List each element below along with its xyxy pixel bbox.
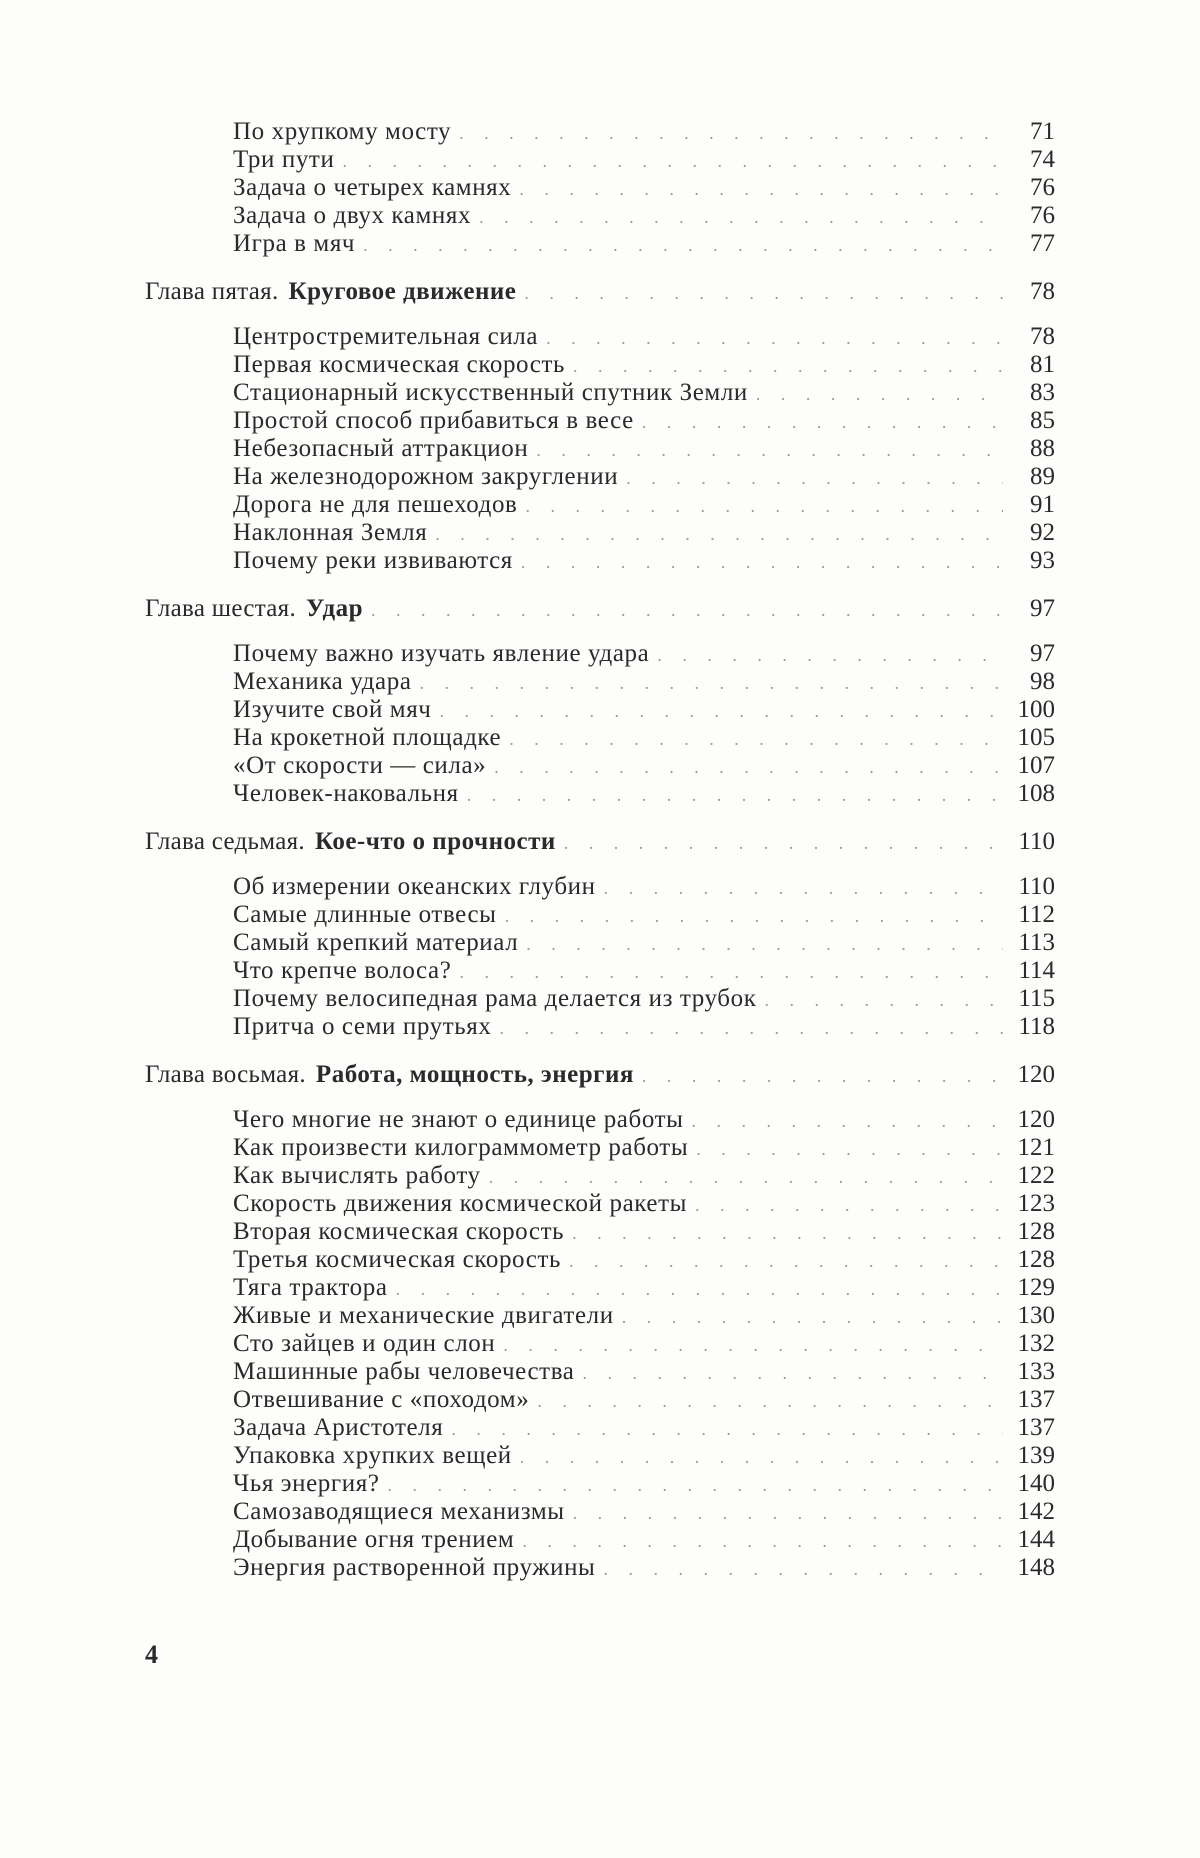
dot-leader <box>459 124 1003 146</box>
dot-leader <box>582 1364 1003 1386</box>
toc-entry <box>145 1302 1055 1330</box>
toc-entry-title: Тяга трактора <box>233 1274 388 1301</box>
toc-entry <box>145 1134 1055 1162</box>
toc-entry-title: Небезопасный аттракцион <box>233 435 529 462</box>
dot-leader <box>524 284 1003 306</box>
toc-entry-title: Дорога не для пешеходов <box>233 491 518 518</box>
toc-entry <box>145 1274 1055 1302</box>
toc-entry-title: Почему реки извиваются <box>233 547 513 574</box>
toc-entry <box>145 547 1055 575</box>
toc-entry-title: Вторая космическая скорость <box>233 1218 565 1245</box>
toc-entry-page: 77 <box>1030 230 1055 257</box>
toc-entry-page: 105 <box>1017 724 1055 751</box>
dot-leader <box>569 1252 1003 1274</box>
dot-leader <box>573 1504 1003 1526</box>
toc-entry <box>145 1246 1055 1274</box>
toc-entry <box>145 1162 1055 1190</box>
toc-entry-title: Как вычислять работу <box>233 1162 481 1189</box>
dot-leader <box>572 1224 1003 1246</box>
toc-entry <box>145 463 1055 491</box>
toc-entry-page: 91 <box>1030 491 1055 518</box>
toc-entry-page: 114 <box>1018 957 1055 984</box>
toc-entry <box>145 519 1055 547</box>
toc-entry-page: 112 <box>1018 901 1055 928</box>
toc-entry-title: Чья энергия? <box>233 1470 380 1497</box>
toc-entry-page: 71 <box>1030 118 1055 145</box>
chapter-prefix: Глава пятая. <box>145 278 279 305</box>
dot-leader <box>435 525 1003 547</box>
toc-chapter-heading <box>145 828 1055 856</box>
toc-entry <box>145 1358 1055 1386</box>
toc-entry-page: 144 <box>1017 1526 1055 1553</box>
toc-entry-page: 107 <box>1017 752 1055 779</box>
toc-entry-title: Изучите свой мяч <box>233 696 432 723</box>
dot-leader <box>519 180 1003 202</box>
toc-entry-title: Человек-наковальня <box>233 780 459 807</box>
toc-entry-page: 92 <box>1030 519 1055 546</box>
dot-leader <box>505 907 1003 929</box>
dot-leader <box>388 1476 1003 1498</box>
dot-leader <box>396 1280 1003 1302</box>
dot-leader <box>520 1448 1003 1470</box>
dot-leader <box>537 1392 1003 1414</box>
chapter-title: Кое-что о прочности <box>314 828 556 855</box>
dot-leader <box>509 730 1003 752</box>
toc-entry-title: Простой способ прибавиться в весе <box>233 407 634 434</box>
toc-entry-page: 139 <box>1017 1442 1055 1469</box>
dot-leader <box>526 935 1003 957</box>
toc-entry <box>145 1498 1055 1526</box>
dot-leader <box>642 1067 1003 1089</box>
toc-entry-page: 93 <box>1030 547 1055 574</box>
toc-entry <box>145 901 1055 929</box>
toc-entry-page: 132 <box>1017 1330 1055 1357</box>
toc-entry-title: Механика удара <box>233 668 412 695</box>
toc-entry-page: 98 <box>1030 668 1055 695</box>
chapter-prefix: Глава шестая. <box>145 595 297 622</box>
dot-leader <box>626 469 1003 491</box>
chapter-page: 78 <box>1030 278 1055 305</box>
dot-leader <box>479 208 1003 230</box>
toc-entry <box>145 668 1055 696</box>
chapter-page: 120 <box>1017 1061 1055 1088</box>
toc-entry <box>145 696 1055 724</box>
dot-leader <box>371 601 1003 623</box>
toc-entry-title: Центростремительная сила <box>233 323 539 350</box>
dot-leader <box>439 702 1003 724</box>
toc-entry-page: 118 <box>1018 1013 1055 1040</box>
toc-entry <box>145 985 1055 1013</box>
toc-chapter-heading <box>145 595 1055 623</box>
toc-entry-title: Наклонная Земля <box>233 519 428 546</box>
toc-entry-page: 113 <box>1018 929 1055 956</box>
chapter-title: Работа, мощность, энергия <box>315 1061 634 1088</box>
dot-leader <box>657 646 1003 668</box>
toc-entry <box>145 351 1055 379</box>
toc-entry <box>145 1190 1055 1218</box>
dot-leader <box>756 385 1003 407</box>
toc-entry <box>145 146 1055 174</box>
toc-entry-title: Сто зайцев и один слон <box>233 1330 496 1357</box>
chapter-prefix: Глава восьмая. <box>145 1061 306 1088</box>
toc-entry-page: 121 <box>1017 1134 1055 1161</box>
toc-entry <box>145 1470 1055 1498</box>
toc-entry-page: 74 <box>1030 146 1055 173</box>
toc-entry-title: Притча о семи прутьях <box>233 1013 492 1040</box>
toc-entry <box>145 407 1055 435</box>
dot-leader <box>642 413 1003 435</box>
toc-entry-title: Отвешивание с «походом» <box>233 1386 530 1413</box>
toc-entry-title: Самозаводящиеся механизмы <box>233 1498 565 1525</box>
dot-leader <box>696 1140 1003 1162</box>
toc-entry <box>145 379 1055 407</box>
toc-entry-title: Самые длинные отвесы <box>233 901 497 928</box>
toc-entry-title: На крокетной площадке <box>233 724 502 751</box>
table-of-contents <box>145 118 1055 1582</box>
toc-entry-title: Машинные рабы человечества <box>233 1358 575 1385</box>
toc-entry-title: Задача о двух камнях <box>233 202 472 229</box>
dot-leader <box>499 1019 1003 1041</box>
dot-leader <box>363 236 1003 258</box>
toc-entry-title: Энергия растворенной пружины <box>233 1554 596 1581</box>
toc-entry-page: 81 <box>1030 351 1055 378</box>
toc-entry-page: 89 <box>1030 463 1055 490</box>
toc-entry-title: Что крепче волоса? <box>233 957 452 984</box>
page-number: 4 <box>145 1640 158 1669</box>
toc-entry-page: 100 <box>1017 696 1055 723</box>
toc-entry <box>145 174 1055 202</box>
dot-leader <box>420 674 1003 696</box>
toc-entry-page: 137 <box>1017 1386 1055 1413</box>
dot-leader <box>564 834 1003 856</box>
toc-chapter-heading <box>145 278 1055 306</box>
toc-entry-title: На железнодорожном закруглении <box>233 463 619 490</box>
dot-leader <box>695 1196 1003 1218</box>
toc-entry-page: 122 <box>1017 1162 1055 1189</box>
dot-leader <box>503 1336 1003 1358</box>
toc-entry <box>145 1526 1055 1554</box>
toc-entry <box>145 323 1055 351</box>
toc-entry <box>145 1106 1055 1134</box>
toc-entry <box>145 873 1055 901</box>
toc-entry-page: 129 <box>1017 1274 1055 1301</box>
toc-entry <box>145 1013 1055 1041</box>
dot-leader <box>522 1532 1003 1554</box>
dot-leader <box>536 441 1003 463</box>
toc-entry-page: 97 <box>1030 640 1055 667</box>
toc-entry <box>145 752 1055 780</box>
chapter-title: Удар <box>306 595 364 622</box>
toc-entry-title: Третья космическая скорость <box>233 1246 562 1273</box>
toc-entry <box>145 1330 1055 1358</box>
toc-entry <box>145 1386 1055 1414</box>
toc-entry-title: Первая космическая скорость <box>233 351 565 378</box>
chapter-prefix: Глава седьмая. <box>145 828 305 855</box>
toc-entry-title: Об измерении океанских глубин <box>233 873 596 900</box>
dot-leader <box>573 357 1003 379</box>
toc-entry-page: 115 <box>1018 985 1055 1012</box>
toc-entry-page: 88 <box>1030 435 1055 462</box>
toc-entry-title: Живые и механические двигатели <box>233 1302 614 1329</box>
dot-leader <box>604 879 1003 901</box>
toc-entry <box>145 780 1055 808</box>
toc-entry-title: Почему велосипедная рама делается из трубок <box>233 985 757 1012</box>
toc-entry-title: Задача Аристотеля <box>233 1414 444 1441</box>
toc-entry-title: Чего многие не знают о единице работы <box>233 1106 684 1133</box>
toc-entry-page: 83 <box>1030 379 1055 406</box>
dot-leader <box>764 991 1003 1013</box>
chapter-page: 110 <box>1018 828 1055 855</box>
toc-entry-page: 78 <box>1030 323 1055 350</box>
toc-entry-page: 110 <box>1018 873 1055 900</box>
toc-chapter-heading <box>145 1061 1055 1089</box>
toc-entry-page: 108 <box>1017 780 1055 807</box>
toc-entry-title: По хрупкому мосту <box>233 118 452 145</box>
toc-entry-title: Стационарный искусственный спутник Земли <box>233 379 748 406</box>
dot-leader <box>692 1112 1003 1134</box>
toc-entry-page: 140 <box>1017 1470 1055 1497</box>
toc-entry-title: Почему важно изучать явление удара <box>233 640 650 667</box>
dot-leader <box>494 758 1003 780</box>
toc-entry-title: Самый крепкий материал <box>233 929 519 956</box>
chapter-title: Круговое движение <box>288 278 517 305</box>
toc-entry <box>145 1442 1055 1470</box>
toc-entry-title: Три пути <box>233 146 335 173</box>
toc-entry-page: 76 <box>1030 202 1055 229</box>
dot-leader <box>521 553 1003 575</box>
toc-entry <box>145 202 1055 230</box>
dot-leader <box>451 1420 1003 1442</box>
dot-leader <box>467 786 1003 808</box>
toc-entry <box>145 1218 1055 1246</box>
toc-entry-page: 133 <box>1017 1358 1055 1385</box>
dot-leader <box>342 152 1003 174</box>
dot-leader <box>459 963 1003 985</box>
toc-entry <box>145 724 1055 752</box>
toc-entry <box>145 640 1055 668</box>
toc-entry <box>145 1414 1055 1442</box>
toc-entry-title: Добывание огня трением <box>233 1526 515 1553</box>
toc-entry-page: 148 <box>1017 1554 1055 1581</box>
toc-entry-title: Задача о четырех камнях <box>233 174 512 201</box>
toc-entry-page: 76 <box>1030 174 1055 201</box>
toc-entry <box>145 118 1055 146</box>
toc-entry-title: Как произвести килограммометр работы <box>233 1134 689 1161</box>
chapter-page: 97 <box>1030 595 1055 622</box>
toc-entry-title: «От скорости — сила» <box>233 752 487 779</box>
toc-entry <box>145 1554 1055 1582</box>
dot-leader <box>546 329 1003 351</box>
toc-entry <box>145 230 1055 258</box>
toc-entry-page: 137 <box>1017 1414 1055 1441</box>
dot-leader <box>489 1168 1003 1190</box>
toc-entry <box>145 957 1055 985</box>
dot-leader <box>622 1308 1003 1330</box>
toc-entry-title: Упаковка хрупких вещей <box>233 1442 512 1469</box>
toc-entry-page: 142 <box>1017 1498 1055 1525</box>
toc-entry-page: 123 <box>1017 1190 1055 1217</box>
toc-entry <box>145 491 1055 519</box>
toc-entry-page: 130 <box>1017 1302 1055 1329</box>
toc-entry-page: 128 <box>1017 1246 1055 1273</box>
dot-leader <box>525 497 1003 519</box>
toc-entry-page: 85 <box>1030 407 1055 434</box>
toc-entry-page: 128 <box>1017 1218 1055 1245</box>
toc-entry <box>145 929 1055 957</box>
toc-entry <box>145 435 1055 463</box>
toc-entry-title: Игра в мяч <box>233 230 356 257</box>
toc-entry-page: 120 <box>1017 1106 1055 1133</box>
toc-entry-title: Скорость движения космической ракеты <box>233 1190 688 1217</box>
dot-leader <box>603 1560 1003 1582</box>
